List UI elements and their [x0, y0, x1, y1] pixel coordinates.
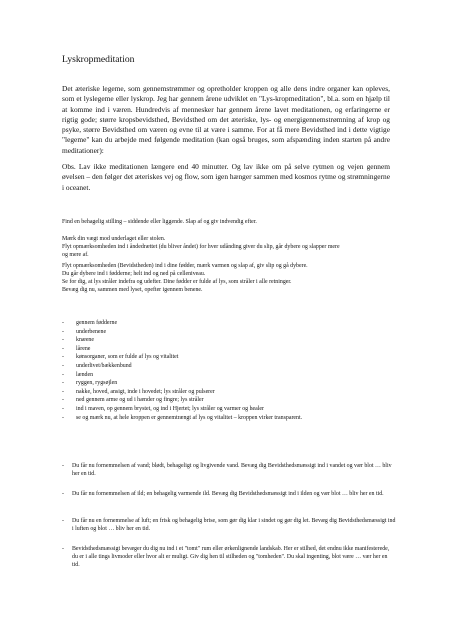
- list-item: [62, 414, 302, 423]
- list-item-text: kønsorganer, som er fulde af lys og vitalitet: [76, 354, 179, 361]
- list-item: [62, 490, 396, 498]
- instruction-line: Flyt opmærksomheden ind i åndedrættet (du bliver åndet) for hver udånding giver du slip, går dybere og slapper mere: [62, 244, 340, 251]
- list-item-text: underlivet/bækkenbund: [76, 362, 132, 369]
- list-item-text: lænden: [76, 371, 94, 378]
- list-marker: -: [62, 518, 64, 524]
- list-item-text: ind i maven, op gennem brystet, og ind i Hjertet; lys stråler og varmer og healer: [76, 405, 264, 412]
- element-list-air: [62, 517, 396, 533]
- list-item: [62, 362, 302, 371]
- list-item-text: lårene: [76, 345, 91, 352]
- instruction-line: Flyt opmærksomheden (Bevidstheden) ind i dine fødder, mærk varmen og slap af, giv slip og gå dybere.: [62, 263, 308, 269]
- list-marker: -: [62, 546, 64, 552]
- list-item-text: gennem fødderne: [76, 320, 118, 326]
- list-item-text: Bevidsthedsmæssigt bevæger du dig nu ind i et "tomt" rum eller ørkenlignende landskab. Her er stilhed, det endnu ikke manifesterede, du er i alle tings livmoder eller hvor alt er muligt. Giv dig hen til stilheden og "tomheden". Du skal ingenting, blot være … vær her en tid.: [72, 546, 390, 569]
- list-item: [62, 345, 302, 354]
- list-marker: -: [62, 354, 64, 361]
- list-item: [62, 379, 302, 388]
- list-marker: -: [62, 397, 64, 404]
- list-marker: -: [62, 414, 64, 421]
- document-title: Lyskropmeditation: [62, 54, 135, 65]
- list-item: [62, 371, 302, 380]
- instruction-line: Du går dybere ind i fødderne; helt ind og ned på celleniveau.: [62, 271, 206, 278]
- instruction-line: Mærk din vægt mod underlaget eller stolen.: [62, 236, 166, 242]
- list-marker: -: [62, 371, 64, 378]
- list-item-text: Du får nu fornemmelsen af ild; en behagelig varmende ild. Bevæg dig Bevidsthedsmæssigt ind i ilden og vær blot … bliv her en tid.: [72, 491, 384, 497]
- list-item: [62, 545, 396, 570]
- list-marker: -: [62, 388, 64, 395]
- list-marker: -: [62, 463, 64, 469]
- list-item-text: Du får nu fornemmelsen af vand; blødt, behageligt og livgivende vand. Bevæg dig Bevidsthedsmæssigt ind i vandet og vær blot … bliv her en tid.: [72, 463, 392, 478]
- list-marker: -: [62, 337, 64, 344]
- list-marker: -: [62, 362, 64, 369]
- element-list-empty-space: [62, 545, 396, 570]
- list-item: [62, 388, 302, 397]
- list-item-text: Du får nu en fornemmelse af luft; en frisk og behagelig brise, som gør dig klar i sindet og gør dig let. Bevæg dig Bevidsthedsmæssigt ind i luften og blot … bliv her en tid.: [72, 518, 396, 533]
- list-marker: -: [62, 345, 64, 352]
- list-marker: -: [62, 328, 64, 335]
- list-item: [62, 319, 302, 328]
- list-item: [62, 336, 302, 345]
- list-marker: -: [62, 320, 64, 326]
- element-list-fire: [62, 490, 396, 498]
- instruction-block-breath: [62, 235, 394, 259]
- list-item-text: ned gennem arme og ud i hænder og fingre; lys stråler: [76, 397, 204, 404]
- body-parts-list: [62, 319, 302, 422]
- list-marker: -: [62, 491, 64, 497]
- element-list-water: [62, 462, 396, 478]
- instruction-find-position: Find en behagelig stilling – siddende eller liggende. Slap af og giv indvendig efter.: [62, 219, 257, 225]
- instruction-line: og mere af.: [62, 252, 89, 259]
- instruction-line: Bevæg dig nu, sammen med lyset, opefter igennem benene.: [62, 287, 203, 294]
- note-paragraph: Obs. Lav ikke meditationen længere end 40 minutter. Og lav ikke om på selve rytmen og vejen gennem øvelsen – den følger det æteriskes vej og flow, som igen hænger sammen med kosmos rytme og strømningerne i oceanet.: [62, 162, 390, 192]
- list-item-text: knæene: [76, 337, 94, 344]
- list-item: [62, 462, 396, 478]
- list-item-text: underbenene: [76, 328, 107, 335]
- list-item: [62, 353, 302, 362]
- instruction-line: Se for dig, at lys stråler indefra og udefter. Dine fødder er fulde af lys, som stråler i alle retninger.: [62, 279, 292, 286]
- intro-paragraph: Det æteriske legeme, som gennemstrømmer og opretholder kroppen og alle dens indre organer kan opleves, som et lyslegeme eller lyskrop. Jeg har gennem årene udviklet en "Lys-kropmeditation", bl.a. som en hjælp til at komme ind i væren. Hundredvis af mennesker har gennem årene lavet meditationen, og erfaringerne er rigtig gode; større kropsbevidsthed, Bevidsthed om det æteriske, lys- og energigennemstrømning af krop og psyke, større Bevidsthed om væren og evne til at være i samme. For at få mere Bevidsthed ind i dette vigtige "legeme" kan du arbejde med følgende meditation (kan også bruges, som afspænding inden starten på andre meditationer):: [62, 84, 390, 155]
- list-marker: -: [62, 405, 64, 412]
- list-item: [62, 405, 302, 414]
- list-item: [62, 328, 302, 337]
- list-item-text: ryggen, rygsøjlen: [76, 380, 118, 387]
- instruction-block-feet: [62, 262, 394, 294]
- list-item: [62, 396, 302, 405]
- list-item-text: se og mærk nu, at hele kroppen er gennemtrængt af lys og vitalitet – kroppen virker transparent.: [76, 414, 303, 421]
- list-item-text: nakke, hoved, ansigt, inde i hovedet; lys stråler og pulserer: [76, 388, 215, 395]
- list-item: [62, 517, 396, 533]
- list-marker: -: [62, 380, 64, 387]
